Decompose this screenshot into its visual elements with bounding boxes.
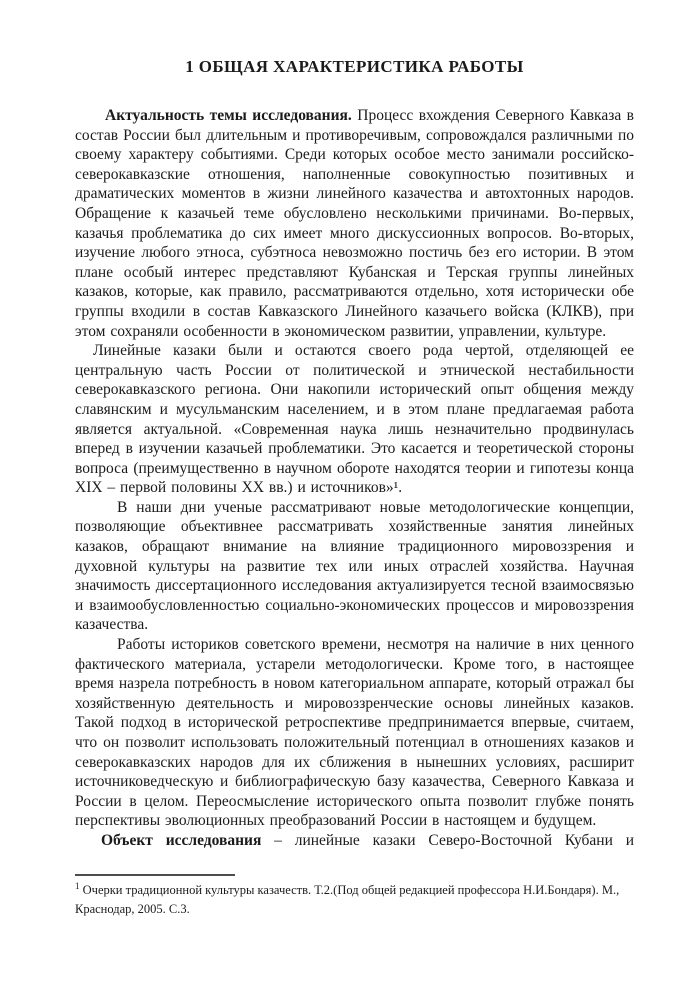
paragraph-v-nashi-dni	[75, 498, 634, 635]
paragraph-aktualnost	[75, 106, 634, 341]
footnote-block	[75, 874, 634, 919]
paragraph-text-aktualnost: Процесс вхождения Северного Кавказа в состав России был длительным и противоречивым, сопровождался различными по своему характеру событиями. Среди которых особое место занимали российско-северокавказские отношения, наполненные совокупностью позитивных и драматических моментов в жизни линейного казачества и автохтонных народов. Обращение к казачьей теме обусловлено несколькими причинами. Во-первых, казачья проблематика до сих имеет много дискуссионных вопросов. Во-вторых, изучение любого этноса, субэтноса невозможно постичь без его истории. В этом плане особый интерес представляют Кубанская и Терская группы линейных казаков, которые, как правило, рассматриваются отдельно, хотя исторически обе группы входили в состав Кавказского Линейного казачьего войска (КЛКВ), при этом сохраняли особенности в экономическом развитии, управлении, культуре.	[75, 107, 634, 340]
paragraph-text-raboty-istorikov: Работы историков советского времени, несмотря на наличие в них ценного фактического материала, устарели методологически. Кроме того, в настоящее время назрела потребность в новом категориальном аппарате, который отражал бы хозяйственную деятельность и мировоззренческие основы линейных казаков. Такой подход в исторической ретроспективе предпринимается впервые, считаем, что он позволит использовать положительный потенциал в отношениях казаков и северокавказских народов для их сближения в нынешних условиях, расширит источниковедческую и библиографическую базу казачества, Северного Кавказа и России в целом. Переосмысление исторического опыта позволит глубже понять перспективы эволюционных преобразований России в настоящем и будущем.	[75, 636, 634, 830]
footnote-separator	[75, 874, 235, 876]
paragraph-text-lineinye-kazaki: Линейные казаки были и остаются своего рода чертой, отделяющей ее центральную часть России от политической и этнической нестабильности северокавказского региона. Они накопили исторический опыт общения между славянским и мусульманским населением, и в этом плане предлагаемая работа является актуальной. «Современная наука лишь незначительно продвинулась вперед в изучении казачьей проблематики. Это касается и теоретической стороны вопроса (преимущественно в научном обороте находятся теории и гипотезы конца XIX – первой половины XX вв.) и источников»¹.	[75, 342, 634, 497]
paragraph-lead-obekt-issledovaniya: Объект исследования	[101, 831, 262, 849]
footnote	[75, 881, 634, 919]
paragraph-lineinye-kazaki	[75, 341, 634, 498]
footnote-marker: 1	[75, 880, 80, 891]
paragraph-obekt-issledovaniya	[75, 831, 634, 851]
page-title: 1 ОБЩАЯ ХАРАКТЕРИСТИКА РАБОТЫ	[185, 57, 524, 76]
paragraph-lead-aktualnost: Актуальность темы исследования.	[105, 107, 352, 124]
footnote-text: Очерки традиционной культуры казачеств. Т.2.(Под общей редакцией профессора Н.И.Бондаря). М., Краснодар, 2005. С.3.	[75, 882, 620, 916]
paragraph-text-v-nashi-dni: В наши дни ученые рассматривают новые методологические концепции, позволяющие объективнее рассматривать хозяйственные занятия линейных казаков, обращают внимание на влияние традиционного мировоззрения и духовной культуры на развитие тех или иных отраслей хозяйства. Научная значимость диссертационного исследования актуализируется тесной взаимосвязью и взаимообусловленностью социально-экономических процессов и мировоззрения казачества.	[75, 498, 634, 634]
paragraph-raboty-istorikov	[75, 635, 634, 831]
paragraph-text-obekt-issledovaniya: – линейные казаки Северо-Восточной Кубани и	[261, 831, 634, 849]
